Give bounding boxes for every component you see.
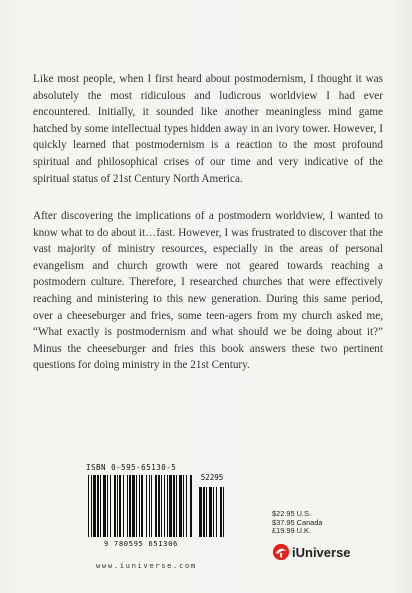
publisher-logo — [272, 542, 351, 562]
publisher-website: www.iuniverse.com — [96, 561, 197, 570]
price-canada: $37.95 Canada — [272, 517, 323, 527]
price-us: $22.95 U.S. — [272, 509, 312, 518]
barcode-icon — [86, 475, 226, 539]
blurb-paragraph-1 — [33, 71, 383, 187]
publisher-name: iUniverse — [292, 544, 351, 560]
isbn-label: ISBN 0-595-65130-5 — [86, 463, 177, 472]
blurb-paragraph-2 — [33, 208, 383, 374]
blurb-text-1: Like most people, when I first heard about postmodernism, I thought it was absolutely the most ridiculous and ludicrous worldview I had ever encountered. Initially, it sounded like another meaningless mind game hatched by some intellectual types hidden away in an ivory tower. However, I quickly learned that postmodernism is a reaction to the most profound spiritual and philosophical crises of our time and very indicative of the spiritual status of 21st Century North America. — [33, 73, 383, 185]
barcode-digits: 9 780595 651306 — [104, 539, 178, 548]
isbn-barcode — [86, 463, 226, 551]
price-list — [272, 510, 323, 536]
blurb-text-2: After discovering the implications of a postmodern worldview, I wanted to know what to do about it…fast. However, I was frustrated to discover that the vast majority of ministry resources, especially in the areas of personal evangelism and church growth were not geared towards reaching a postmodern culture. Therefore, I researched churches that were effectively reaching and ministering to this new generation. During this same period, over a cheeseburger and fries, some teen-agers from my church asked me, “What exactly is postmodernism and what should we be doing about it?” Minus the cheeseburger and fries this book answers these two pertinent questions for doing ministry in the 21st Century. — [33, 210, 383, 372]
iuniverse-logo-icon — [272, 543, 290, 561]
barcode-addon-number: 52295 — [200, 473, 224, 482]
price-uk: £19.99 U.K. — [272, 526, 312, 536]
